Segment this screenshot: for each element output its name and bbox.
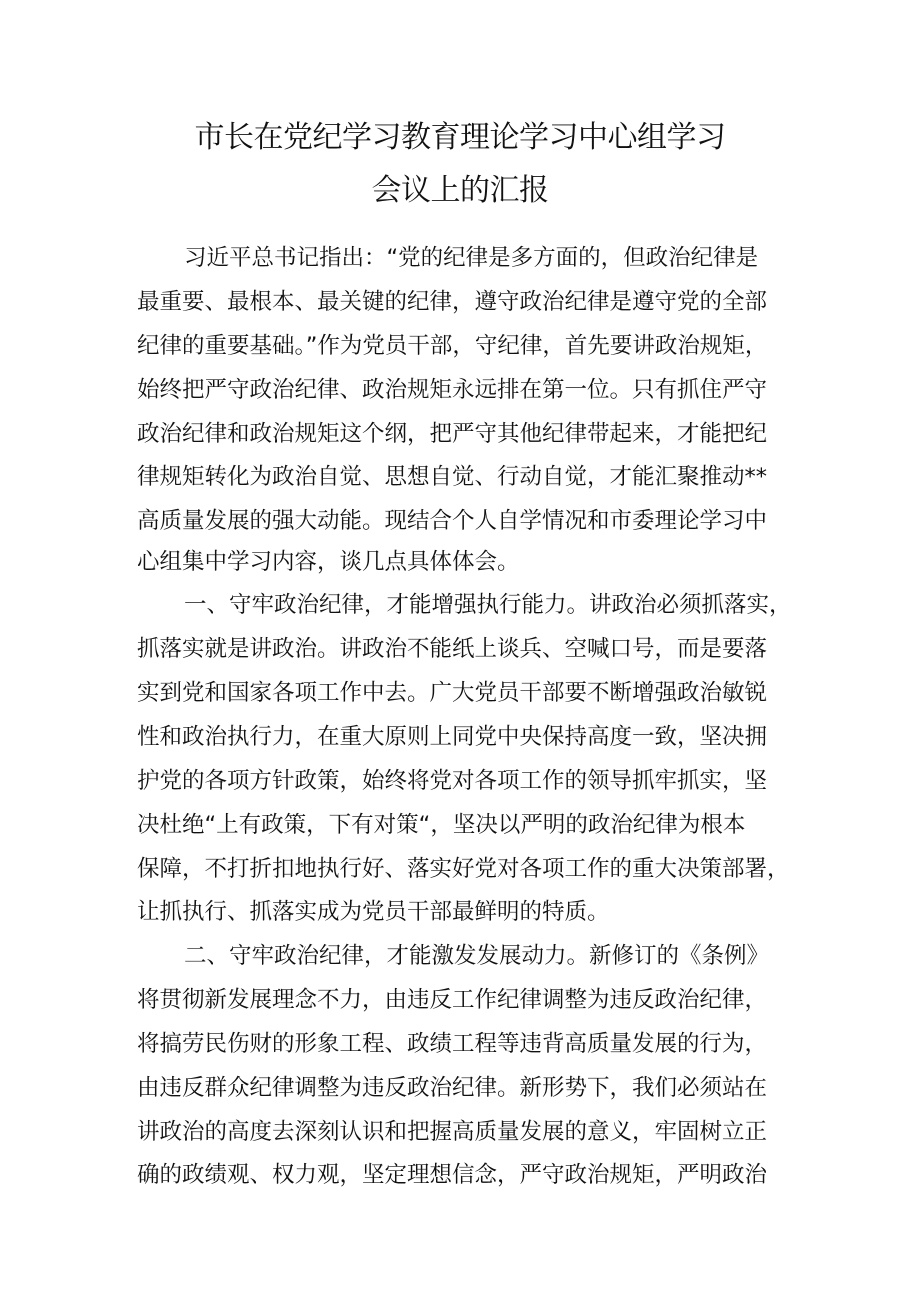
paragraph-1-line-4: 始终把严守政治纪律、政治规矩永远排在第一位。只有抓住严守 (137, 377, 768, 403)
paragraph-2-line-5: 护党的各项方针政策，始终将党对各项工作的领导抓牢抓实，坚 (137, 768, 768, 794)
document-title-line-2: 会议上的汇报 (371, 173, 549, 208)
paragraph-2-line-3: 实到党和国家各项工作中去。广大党员干部要不断增强政治敏锐 (137, 680, 768, 706)
paragraph-3-line-1: 二、守牢政治纪律，才能激发发展动力。新修订的《条例》 (184, 943, 770, 969)
paragraph-3-line-5: 讲政治的高度去深刻认识和把握高质量发展的意义，牢固树立正 (137, 1119, 768, 1145)
paragraph-1-line-8: 心组集中学习内容，谈几点具体体会。 (137, 549, 520, 575)
paragraph-1-line-1: 习近平总书记指出：“党的纪律是多方面的，但政治纪律是 (184, 245, 759, 271)
paragraph-1-line-5: 政治纪律和政治规矩这个纲，把严守其他纪律带起来，才能把纪 (137, 421, 768, 447)
paragraph-3-line-6: 确的政绩观、权力观，坚定理想信念，严守政治规矩，严明政治 (137, 1162, 768, 1188)
paragraph-3-line-2: 将贯彻新发展理念不力，由违反工作纪律调整为违反政治纪律， (137, 987, 768, 1013)
paragraph-2-line-8: 让抓执行、抓落实成为党员干部最鲜明的特质。 (137, 899, 610, 925)
paragraph-1-line-3: 纪律的重要基础。”作为党员干部，守纪律，首先要讲政治规矩， (137, 333, 768, 359)
paragraph-2-line-4: 性和政治执行力，在重大原则上同党中央保持高度一致，坚决拥 (137, 724, 768, 750)
document-title-line-1: 市长在党纪学习教育理论学习中心组学习 (194, 120, 726, 155)
paragraph-2-line-6: 决杜绝“上有政策，下有对策“，坚决以严明的政治纪律为根本 (137, 812, 746, 838)
paragraph-3-line-4: 由违反群众纪律调整为违反政治纪律。新形势下，我们必须站在 (137, 1075, 768, 1101)
paragraph-2-line-2: 抓落实就是讲政治。讲政治不能纸上谈兵、空喊口号，而是要落 (137, 636, 768, 662)
paragraph-1-line-2: 最重要、最根本、最关键的纪律，遵守政治纪律是遵守党的全部 (137, 289, 768, 315)
paragraph-3-line-3: 将搞劳民伤财的形象工程、政绩工程等违背高质量发展的行为， (137, 1031, 768, 1057)
paragraph-1-line-7: 高质量发展的强大动能。现结合个人自学情况和市委理论学习中 (137, 508, 768, 534)
paragraph-2-line-7: 保障，不打折扣地执行好、落实好党对各项工作的重大决策部署， (137, 856, 790, 882)
paragraph-1-line-6: 律规矩转化为政治自觉、思想自觉、行动自觉，才能汇聚推动** (137, 464, 768, 490)
paragraph-2-line-1: 一、守牢政治纪律，才能增强执行能力。讲政治必须抓落实， (184, 592, 792, 618)
